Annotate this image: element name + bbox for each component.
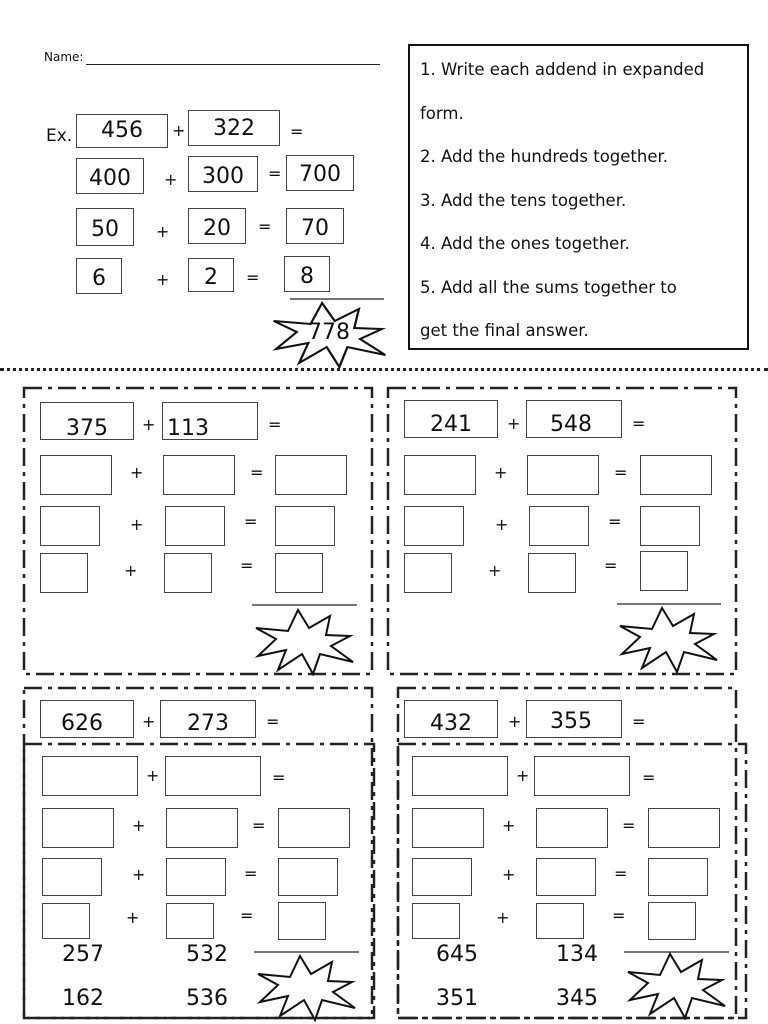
instruction-line: 2. Add the hundreds together. (420, 147, 669, 166)
plus-sign: + (124, 561, 138, 580)
equals-sign: = (614, 864, 628, 883)
equals-sign: = (244, 864, 258, 883)
overlay-number: 345 (556, 986, 598, 1011)
p3-extra-1-box[interactable] (42, 903, 90, 939)
example-hundreds-2: 300 (202, 164, 244, 189)
equals-sign: = (268, 415, 282, 434)
p4-addend2: 355 (550, 709, 592, 734)
equals-sign: = (246, 268, 260, 287)
p4-extra-2-box[interactable] (536, 903, 584, 939)
equals-sign: = (612, 906, 626, 925)
plus-sign: + (126, 908, 140, 927)
equals-sign: = (252, 816, 266, 835)
p2-tens-sum-box[interactable] (640, 506, 700, 546)
plus-sign: + (142, 415, 156, 434)
p1-ones-1-box[interactable] (40, 553, 88, 593)
plus-sign: + (507, 414, 521, 433)
plus-sign: + (494, 463, 508, 482)
instruction-line: 3. Add the tens together. (420, 190, 627, 210)
p3-tens-2-box[interactable] (166, 808, 238, 848)
p1-ones-sum-box[interactable] (275, 553, 323, 593)
plus-sign: + (156, 222, 170, 241)
plus-sign: + (164, 170, 178, 189)
p3-hundreds-2-box[interactable] (165, 756, 261, 796)
plus-sign: + (495, 515, 509, 534)
p2-ones-1-box[interactable] (404, 553, 452, 593)
example-ones-1: 6 (92, 266, 106, 291)
p4-addend1: 432 (430, 711, 472, 736)
starburst-2 (620, 608, 717, 672)
p4-extra-sum-box[interactable] (648, 902, 696, 940)
equals-sign: = (244, 512, 258, 531)
plus-sign: + (496, 908, 510, 927)
instruction-line: form. (420, 103, 464, 123)
p1-tens-2-box[interactable] (165, 506, 225, 546)
equals-sign: = (622, 816, 636, 835)
plus-sign: + (132, 816, 146, 835)
p3-tens-sum-box[interactable] (278, 808, 350, 848)
example-tens-1: 50 (91, 217, 119, 242)
p4-ones-2-box[interactable] (536, 858, 596, 896)
instructions-box (408, 44, 749, 350)
equals-sign: = (614, 463, 628, 482)
instruction-line: get the final answer. (420, 321, 589, 340)
p4-extra-1-box[interactable] (412, 903, 460, 939)
p1-tens-1-box[interactable] (40, 506, 100, 546)
example-addend2: 322 (213, 116, 255, 141)
starburst-4 (628, 954, 725, 1018)
p4-hundreds-2-box[interactable] (534, 756, 630, 796)
p1-addend2: 113 (167, 416, 209, 441)
instruction-line: 4. Add the ones together. (420, 234, 630, 253)
name-line[interactable] (86, 64, 380, 65)
p4-tens-sum-box[interactable] (648, 808, 720, 848)
p2-hundreds-sum-box[interactable] (640, 455, 712, 495)
plus-sign: + (516, 766, 530, 785)
equals-sign: = (604, 556, 618, 575)
p2-addend2: 548 (550, 412, 592, 437)
equals-sign: = (632, 414, 646, 433)
p4-ones-1-box[interactable] (412, 858, 472, 896)
p3-ones-sum-box[interactable] (278, 858, 338, 896)
plus-sign: + (502, 865, 516, 884)
overlay-number: 532 (186, 942, 228, 967)
example-total: 778 (308, 320, 350, 345)
equals-sign: = (608, 512, 622, 531)
instruction-line: 1. Write each addend in expanded (420, 60, 705, 79)
p4-tens-1-box[interactable] (412, 808, 484, 848)
p2-hundreds-1-box[interactable] (404, 455, 476, 495)
equals-sign: = (632, 712, 646, 731)
p1-hundreds-2-box[interactable] (163, 455, 235, 495)
plus-sign: + (172, 121, 186, 140)
plus-sign: + (508, 712, 522, 731)
equals-sign: = (240, 556, 254, 575)
instruction-line: 5. Add all the sums together to (420, 277, 677, 297)
example-prefix: Ex. (46, 126, 73, 146)
p2-tens-1-box[interactable] (404, 506, 464, 546)
p3-addend2: 273 (187, 711, 229, 736)
section-divider (0, 368, 768, 371)
equals-sign: = (272, 768, 286, 787)
starburst-1 (256, 610, 353, 674)
plus-sign: + (132, 865, 146, 884)
example-ones-2: 2 (204, 265, 218, 290)
overlay-number: 645 (436, 942, 478, 967)
equals-sign: = (250, 463, 264, 482)
p3-ones-2-box[interactable] (166, 858, 226, 896)
p1-ones-2-box[interactable] (164, 553, 212, 593)
overlay-number: 351 (436, 986, 478, 1011)
equals-sign: = (240, 906, 254, 925)
equals-sign: = (642, 768, 656, 787)
example-tens-2: 20 (203, 216, 231, 241)
p3-ones-1-box[interactable] (42, 858, 102, 896)
overlay-number: 162 (62, 986, 104, 1011)
starburst-3 (258, 956, 355, 1020)
p1-hundreds-sum-box[interactable] (275, 455, 347, 495)
p2-ones-sum-box[interactable] (640, 551, 688, 591)
p4-hundreds-1-box[interactable] (412, 756, 508, 796)
p3-extra-2-box[interactable] (166, 903, 214, 939)
p3-addend1: 626 (61, 711, 103, 736)
equals-sign: = (290, 122, 304, 141)
p1-addend1: 375 (66, 416, 108, 441)
plus-sign: + (488, 561, 502, 580)
p4-tens-2-box[interactable] (536, 808, 608, 848)
plus-sign: + (502, 816, 516, 835)
p2-tens-2-box[interactable] (529, 506, 589, 546)
equals-sign: = (266, 712, 280, 731)
overlay-number: 257 (62, 942, 104, 967)
p2-addend1: 241 (430, 412, 472, 437)
example-hundreds-sum: 700 (299, 162, 341, 187)
plus-sign: + (142, 712, 156, 731)
p2-hundreds-2-box[interactable] (527, 455, 599, 495)
equals-sign: = (268, 164, 282, 183)
p1-tens-sum-box[interactable] (275, 506, 335, 546)
plus-sign: + (156, 270, 170, 289)
p3-extra-sum-box[interactable] (278, 902, 326, 940)
p3-hundreds-1-box[interactable] (42, 756, 138, 796)
overlay-number: 134 (556, 942, 598, 967)
overlay-number: 536 (186, 986, 228, 1011)
example-addend1: 456 (101, 118, 143, 143)
plus-sign: + (146, 766, 160, 785)
plus-sign: + (130, 515, 144, 534)
plus-sign: + (130, 463, 144, 482)
name-label: Name: (44, 50, 84, 64)
p2-ones-2-box[interactable] (528, 553, 576, 593)
p3-tens-1-box[interactable] (42, 808, 114, 848)
equals-sign: = (258, 217, 272, 236)
example-ones-sum: 8 (300, 264, 314, 289)
p4-ones-sum-box[interactable] (648, 858, 708, 896)
p1-hundreds-1-box[interactable] (40, 455, 112, 495)
example-tens-sum: 70 (301, 216, 329, 241)
example-hundreds-1: 400 (89, 166, 131, 191)
